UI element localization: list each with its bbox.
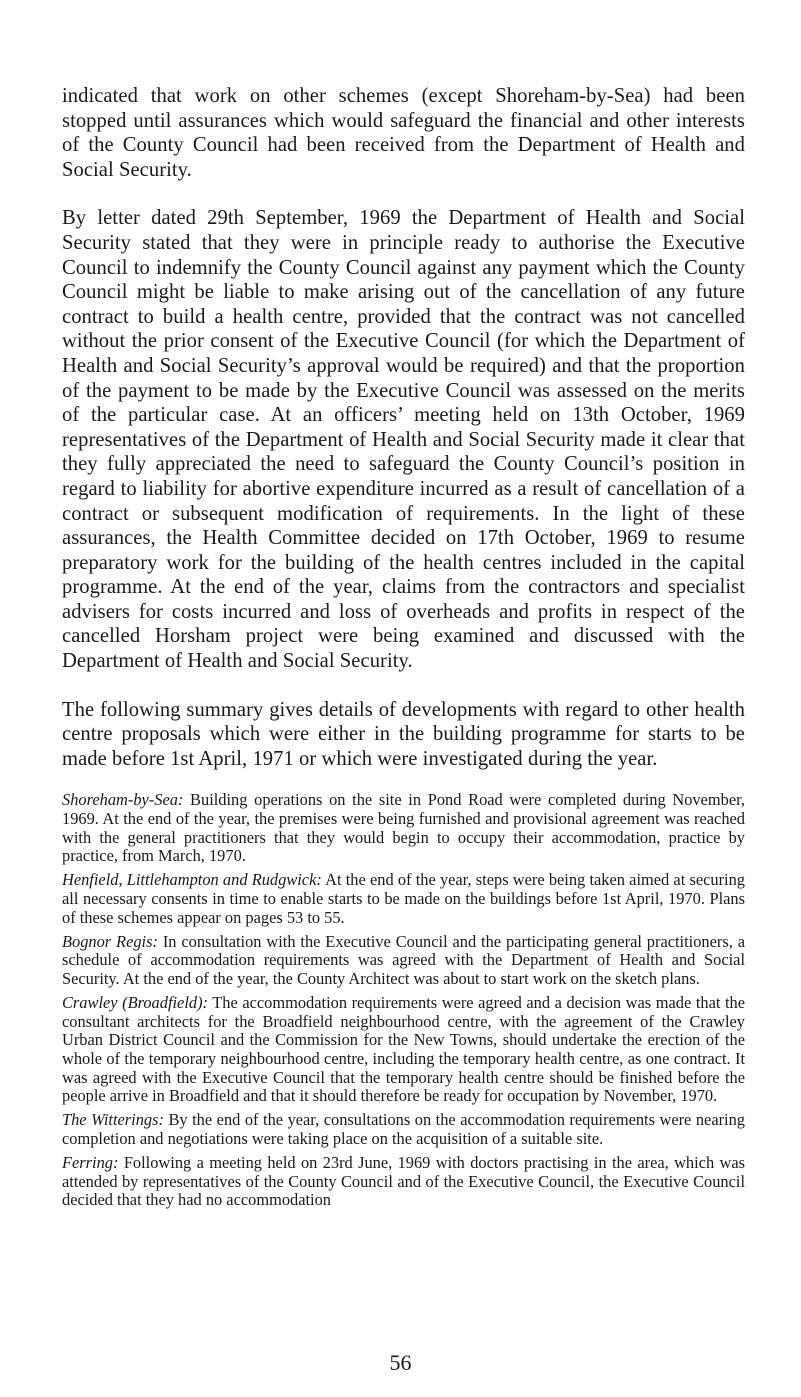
page-body bbox=[62, 84, 745, 1215]
entry-witterings bbox=[62, 1111, 745, 1148]
entry-text: Building operations on the site in Pond Road were completed during November, 1969. At the end of the year, the premises were being furnished and provisional agreement was reached with the general practitioners that they would begin to occupy their accommodation, practice by practice, from March, 1970. bbox=[62, 790, 745, 866]
entry-heading: Bognor Regis: bbox=[62, 931, 158, 951]
entry-heading: Crawley (Broadfield): bbox=[62, 993, 208, 1013]
entry-henfield bbox=[62, 871, 745, 927]
entry-ferring bbox=[62, 1154, 745, 1210]
entry-heading: The Witterings: bbox=[62, 1110, 164, 1130]
paragraph-1: indicated that work on other schemes (except Shoreham-by-Sea) had been stopped until assurances which would safeguard the financial and other interests of the County Council had been received from the Department of Health and Social Security. bbox=[62, 85, 745, 181]
entry-heading: Henfield, Littlehampton and Rudgwick: bbox=[62, 870, 322, 890]
paragraph-3: The following summary gives details of developments with regard to other health centre proposals which were either in the building programme for starts to be made before 1st April, 1971 or which were investigated during the year. bbox=[62, 698, 745, 770]
page-number: 56 bbox=[389, 1350, 412, 1375]
paragraph-2: By letter dated 29th September, 1969 the Department of Health and Social Security stated that they were in principle ready to authorise the Executive Council to indemnify the County Council against any payment which the County Council might be liable to make arising out of the cancellation of any future contract to build a health centre, provided that the contract was not cancelled without the prior consent of the Executive Council (for which the Department of Health and Social Security’s approval would be required) and that the proportion of the payment to be made by the Executive Council was assessed on the merits of the particular case. At an officers’ meeting held on 13th October, 1969 representatives of the Department of Health and Social Security made it clear that they fully appreciated the need to safeguard the County Council’s position in regard to liability for abortive expenditure incurred as a result of cancellation of a contract or subsequent modification of requirements. In the light of these assurances, the Health Committee decided on 17th October, 1969 to resume preparatory work for the building of the health centres included in the capital programme. At the end of the year, claims from the contractors and specialist advisers for costs incurred and loss of overheads and profits in respect of the cancelled Horsham project were being examined and discussed with the Department of Health and Social Security. bbox=[62, 207, 745, 673]
entry-text: Following a meeting held on 23rd June, 1969 with doctors practising in the area, which was attended by representatives of the County Council and of the Executive Council, the Executive Council decided that they had no accommodation bbox=[62, 1153, 745, 1210]
entry-heading: Shoreham-by-Sea: bbox=[62, 790, 184, 810]
entry-bognor bbox=[62, 933, 745, 989]
entry-text: In consultation with the Executive Council and the participating general practitioners, a schedule of accommodation requirements was agreed with the Department of Health and Social Security. At the end of the year, the County Architect was about to start work on the sketch plans. bbox=[62, 931, 745, 988]
entry-text: At the end of the year, steps were being taken aimed at securing all necessary consents in time to enable starts to be made on the buildings before 1st April, 1970. Plans of these schemes appear on pages 53 to 55. bbox=[62, 870, 745, 927]
entry-text: The accommodation requirements were agreed and a decision was made that the consultant architects for the Broadfield neighbourhood centre, with the agreement of the Crawley Urban District Council and the Commission for the New Towns, should undertake the erection of the whole of the temporary neighbourhood centre, including the temporary health centre, as one contract. It was agreed with the Executive Council that the temporary health centre should be finished before the people arrive in Broadfield and that it should therefore be ready for occupation by November, 1970. bbox=[62, 993, 745, 1106]
entry-crawley bbox=[62, 994, 745, 1106]
health-centre-summary bbox=[62, 791, 745, 1209]
entry-text: By the end of the year, consultations on the accommodation requirements were nearing completion and negotiations were taking place on the acquisition of a suitable site. bbox=[62, 1110, 745, 1148]
entry-heading: Ferring: bbox=[62, 1153, 119, 1173]
entry-shoreham bbox=[62, 791, 745, 865]
